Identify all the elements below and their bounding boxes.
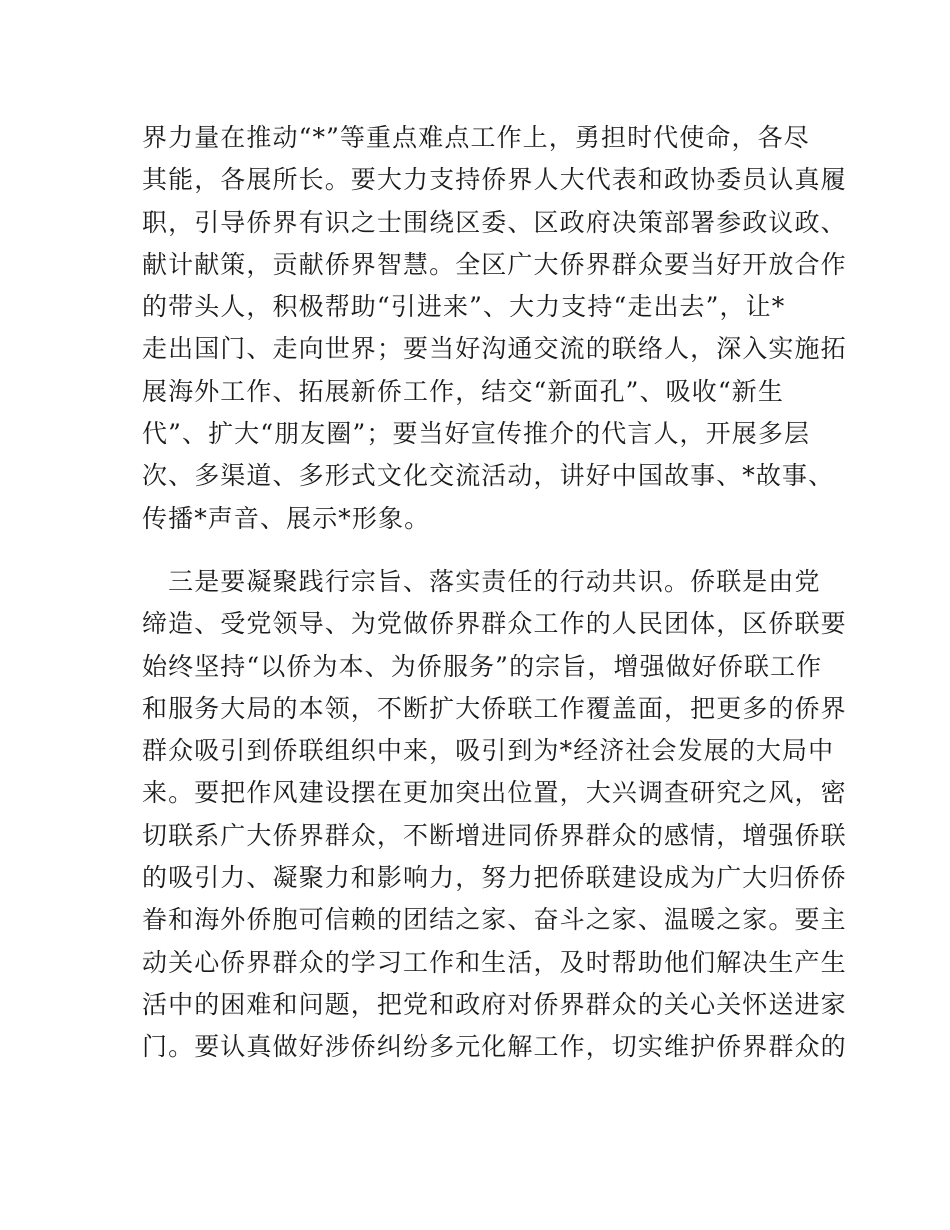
text-line: 眷和海外侨胞可信赖的团结之家、奋斗之家、温暖之家。要主 xyxy=(142,905,847,935)
text-line: 群众吸引到侨联组织中来，吸引到为*经济社会发展的大局中 xyxy=(142,736,835,766)
text-line: 献计献策，贡献侨界智慧。全区广大侨界群众要当好开放合作 xyxy=(142,249,847,279)
text-line: 切联系广大侨界群众，不断增进同侨界群众的感情，增强侨联 xyxy=(142,820,847,850)
text-line: 次、多渠道、多形式文化交流活动，讲好中国故事、*故事、 xyxy=(142,461,835,491)
text-line: 门。要认真做好涉侨纠纷多元化解工作，切实维护侨界群众的 xyxy=(142,1032,847,1062)
text-line: 始终坚持“以侨为本、为侨服务”的宗旨，增强做好侨联工作 xyxy=(142,651,823,681)
paragraph-2 xyxy=(142,561,847,1069)
text-line: 的带头人，积极帮助“引进来”、大力支持“走出去”，让* xyxy=(142,292,786,322)
text-line: 来。要把作风建设摆在更加突出位置，大兴调查研究之风，密 xyxy=(142,778,847,808)
text-line: 其能，各展所长。要大力支持侨界人大代表和政协委员认真履 xyxy=(142,165,847,195)
text-line: 走出国门、走向世界；要当好沟通交流的联络人，深入实施拓 xyxy=(142,334,847,364)
text-line: 展海外工作、拓展新侨工作，结交“新面孔”、吸收“新生 xyxy=(142,376,784,406)
text-line: 活中的困难和问题，把党和政府对侨界群众的关心关怀送进家 xyxy=(142,989,847,1019)
text-line: 界力量在推动“*”等重点难点工作上，勇担时代使命，各尽 xyxy=(142,123,810,152)
paragraph-1 xyxy=(142,117,847,540)
text-line: 缔造、受党领导、为党做侨界群众工作的人民团体，区侨联要 xyxy=(142,609,847,639)
text-line: 传播*声音、展示*形象。 xyxy=(142,503,431,533)
text-line: 的吸引力、凝聚力和影响力，努力把侨联建设成为广大归侨侨 xyxy=(142,863,847,893)
text-line: 代”、扩大“朋友圈”；要当好宣传推介的代言人，开展多层 xyxy=(142,419,811,449)
text-line: 和服务大局的本领，不断扩大侨联工作覆盖面，把更多的侨界 xyxy=(142,693,847,723)
text-line: 三是要凝聚践行宗旨、落实责任的行动共识。侨联是由党 xyxy=(142,567,821,596)
text-line: 职，引导侨界有识之士围绕区委、区政府决策部署参政议政、 xyxy=(142,207,847,237)
text-line: 动关心侨界群众的学习工作和生活，及时帮助他们解决生产生 xyxy=(142,947,847,977)
